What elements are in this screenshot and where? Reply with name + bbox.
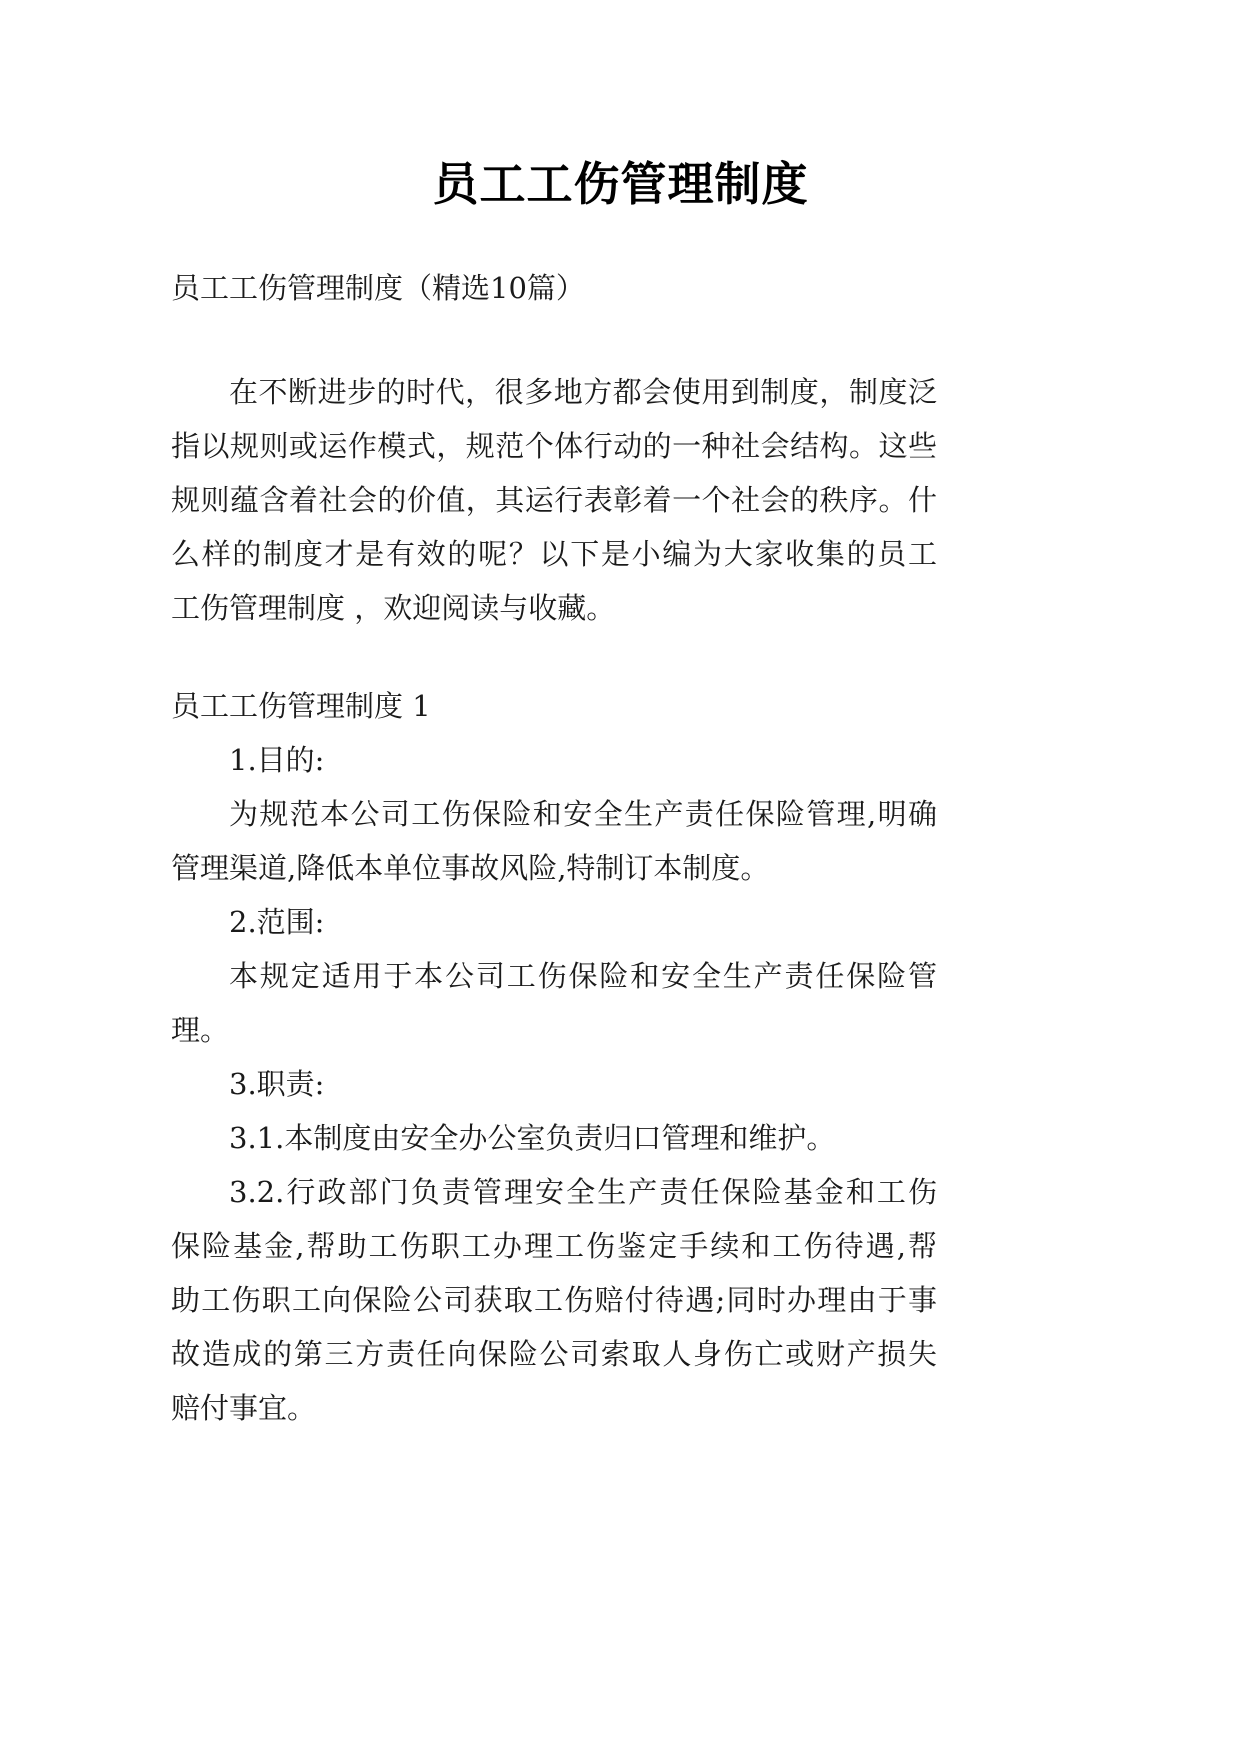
body-line: 为规范本公司工伤保险和安全生产责任保险管理,明确 bbox=[229, 797, 937, 831]
intro-line: 工伤管理制度 ，欢迎阅读与收藏。 bbox=[171, 591, 616, 625]
body-line: 保险基金,帮助工伤职工办理工伤鉴定手续和工伤待遇,帮 bbox=[171, 1229, 937, 1263]
document-subtitle: 员工工伤管理制度（精选10篇） bbox=[171, 271, 585, 305]
clause-heading: 1.目的: bbox=[229, 743, 325, 777]
intro-line: 指以规则或运作模式，规范个体行动的一种社会结构。这些 bbox=[171, 429, 937, 463]
body-line: 故造成的第三方责任向保险公司索取人身伤亡或财产损失 bbox=[171, 1337, 937, 1371]
body-line: 助工伤职工向保险公司获取工伤赔付待遇;同时办理由于事 bbox=[171, 1283, 937, 1317]
body-line: 管理渠道,降低本单位事故风险,特制订本制度。 bbox=[171, 851, 770, 885]
body-line: 3.2.行政部门负责管理安全生产责任保险基金和工伤 bbox=[229, 1175, 937, 1209]
body-line: 本规定适用于本公司工伤保险和安全生产责任保险管 bbox=[229, 959, 937, 993]
document-title: 员工工伤管理制度 bbox=[432, 157, 809, 211]
clause-heading: 2.范围: bbox=[229, 905, 325, 939]
intro-line: 在不断进步的时代，很多地方都会使用到制度，制度泛 bbox=[229, 375, 937, 409]
clause-heading: 3.职责: bbox=[229, 1067, 325, 1101]
body-line: 理。 bbox=[171, 1013, 230, 1047]
intro-line: 么样的制度才是有效的呢？以下是小编为大家收集的员工 bbox=[171, 537, 937, 571]
body-line: 3.1.本制度由安全办公室负责归口管理和维护。 bbox=[229, 1121, 836, 1155]
body-line: 赔付事宜。 bbox=[171, 1391, 317, 1425]
section-heading: 员工工伤管理制度 1 bbox=[171, 689, 431, 723]
intro-line: 规则蕴含着社会的价值，其运行表彰着一个社会的秩序。什 bbox=[171, 483, 937, 517]
